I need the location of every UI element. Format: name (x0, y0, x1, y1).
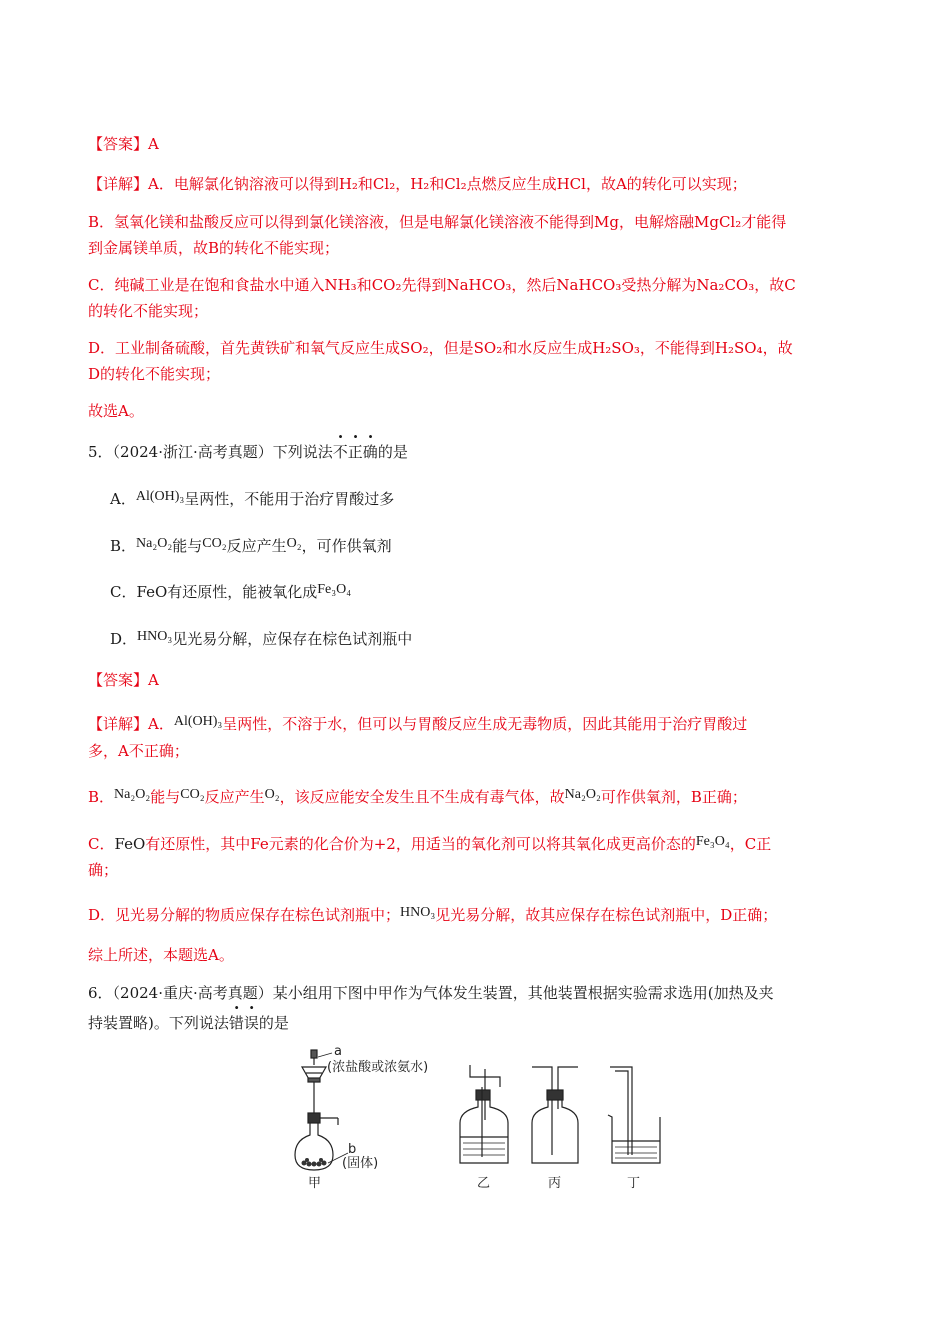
q6-stem-emphasis: 错误 (228, 1014, 259, 1032)
q4-conclusion: 故选A。 (88, 402, 144, 420)
formula-o2: O₂ (264, 787, 280, 802)
formula-hno3: HNO₃ (400, 905, 436, 920)
q5-detail-c-line2: 确； (88, 861, 119, 879)
formula-o2: O₂ (286, 536, 302, 551)
formula-hno3: HNO₃ (137, 629, 173, 644)
q5-option-a: A．Al(OH)₃呈两性，不能用于治疗胃酸过多 (110, 489, 395, 508)
formula-co2: CO₂ (180, 787, 205, 802)
q4-detail-b-line2: 到金属镁单质，故B的转化不能实现； (88, 239, 340, 257)
formula-na2o2: Na₂O₂ (564, 787, 601, 802)
q5-stem: 5．（2024·浙江·高考真题）下列说法不正确的是 (88, 443, 408, 461)
q5-option-c: C．FeO有还原性，能被氧化成Fe₃O₄ (110, 582, 352, 601)
apparatus-ding (608, 1067, 660, 1163)
q5-stem-emphasis: 不正确 (332, 443, 378, 461)
q4-detail-b-line1: B．氢氧化镁和盐酸反应可以得到氯化镁溶液，但是电解氯化镁溶液不能得到Mg，电解熔融MgCl₂才能得 (88, 213, 787, 231)
label-a-note: (浓盐酸或浓氨水) (327, 1060, 429, 1075)
formula-na2o2: Na₂O₂ (136, 536, 173, 551)
formula-feo: FeO (114, 835, 146, 853)
label-b: b (348, 1142, 357, 1157)
q4-answer: 【答案】A (88, 135, 159, 153)
q5-detail-b: B．Na₂O₂能与CO₂反应产生O₂，该反应能安全发生且不生成有毒气体，故Na₂O₂可作供氧剂，B正确； (88, 787, 747, 806)
label-yi: 乙 (477, 1176, 491, 1191)
q5-detail-d: D．见光易分解的物质应保存在棕色试剂瓶中；HNO₃见光易分解，故其应保存在棕色试剂瓶中，D正确； (88, 905, 778, 924)
formula-al-oh-3: Al(OH)₃ (173, 714, 223, 729)
q4-detail-c-line2: 的转化不能实现； (88, 302, 209, 320)
formula-fe3o4: Fe₃O₄ (695, 834, 730, 849)
q5-option-b: B．Na₂O₂能与CO₂反应产生O₂，可作供氧剂 (110, 536, 392, 555)
q4-detail-c-line1: C．纯碱工业是在饱和食盐水中通入NH₃和CO₂先得到NaHCO₃，然后NaHCO₃受热分解为Na₂CO₃，故C (88, 276, 796, 294)
formula-fe3o4: Fe₃O₄ (317, 582, 352, 597)
apparatus-yi (460, 1065, 508, 1163)
q4-detail-a: 【详解】A．电解氯化钠溶液可以得到H₂和Cl₂，H₂和Cl₂点燃反应生成HCl，故A的转化可以实现； (88, 175, 747, 193)
formula-al-oh-3: Al(OH)₃ (135, 489, 185, 504)
label-bing: 丙 (548, 1176, 562, 1191)
q5-detail-c-line1: C．FeO有还原性，其中Fe元素的化合价为+2，用适当的氧化剂可以将其氧化成更高价态的Fe₃O₄，C正 (88, 834, 772, 853)
q4-detail-d-line1: D．工业制备硫酸，首先黄铁矿和氧气反应生成SO₂，但是SO₂和水反应生成H₂SO₃，不能得到H₂SO₄，故 (88, 339, 793, 357)
label-ding: 丁 (627, 1176, 641, 1191)
q5-detail-a-line2: 多，A不正确； (88, 742, 189, 760)
formula-feo: FeO (136, 583, 168, 601)
label-a: a (334, 1045, 342, 1059)
label-jia: 甲 (308, 1176, 322, 1191)
q5-detail-a-line1: 【详解】A．Al(OH)₃呈两性，不溶于水，但可以与胃酸反应生成无毒物质，因此其能用于治疗胃酸过 (88, 714, 748, 733)
apparatus-figure (290, 1045, 690, 1205)
q5-conclusion: 综上所述，本题选A。 (88, 946, 234, 964)
formula-co2: CO₂ (202, 536, 227, 551)
q4-detail-d-line2: D的转化不能实现； (88, 365, 221, 383)
label-b-note: (固体) (342, 1156, 379, 1171)
q5-option-d: D．HNO₃见光易分解，应保存在棕色试剂瓶中 (110, 629, 413, 648)
q6-stem-line2: 持装置略)。下列说法错误的是 (88, 1014, 289, 1032)
formula-na2o2: Na₂O₂ (114, 787, 151, 802)
q5-answer: 【答案】A (88, 671, 159, 689)
q6-stem-line1: 6．（2024·重庆·高考真题）某小组用下图中甲作为气体发生装置，其他装置根据实验需求选用(加热及夹 (88, 984, 774, 1002)
apparatus-bing (532, 1067, 578, 1163)
